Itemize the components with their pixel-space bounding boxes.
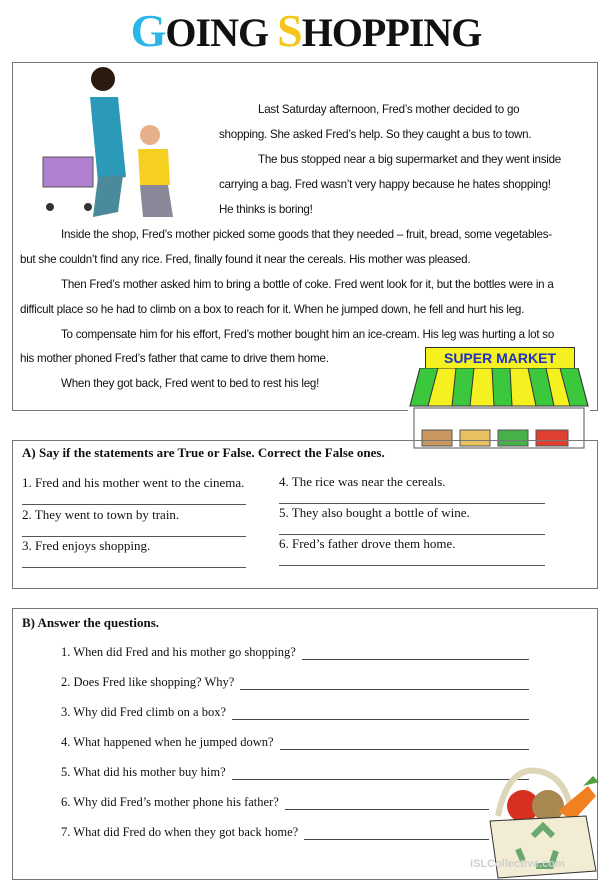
statement: 4. The rice was near the cereals. xyxy=(279,474,446,489)
question xyxy=(61,675,529,690)
statement: 6. Fred’s father drove them home. xyxy=(279,536,456,551)
story-line: carrying a bag. Fred wasn’t very happy because he hates shopping! xyxy=(219,178,551,191)
supermarket-sign: SUPER MARKET xyxy=(425,347,575,369)
watermark: iSLCollective.com xyxy=(470,858,565,870)
question xyxy=(61,735,529,750)
answer-line[interactable] xyxy=(285,797,489,810)
story-line: Last Saturday afternoon, Fred’s mother decided to go xyxy=(258,103,520,116)
answer-line[interactable] xyxy=(280,737,529,750)
question xyxy=(61,645,529,660)
question-text: 4. What happened when he jumped down? xyxy=(61,735,274,749)
story-line: his mother phoned Fred’s father that came to drive them home. xyxy=(20,352,329,365)
story-line: but she couldn’t find any rice. Fred, finally found it near the cereals. His mother was pleased. xyxy=(20,253,471,266)
story-line: Inside the shop, Fred’s mother picked some goods that they needed – fruit, bread, some vegetables- xyxy=(61,228,552,241)
section-b-heading: B) Answer the questions. xyxy=(22,615,160,630)
question-text: 5. What did his mother buy him? xyxy=(61,765,226,779)
story-line: The bus stopped near a big supermarket and they went inside xyxy=(258,153,561,166)
title-part: OING xyxy=(165,10,278,55)
question-text: 2. Does Fred like shopping? Why? xyxy=(61,675,235,689)
answer-line[interactable] xyxy=(22,536,246,537)
answer-line[interactable] xyxy=(22,504,246,505)
story-line: To compensate him for his effort, Fred’s mother bought him an ice-cream. His leg was hurting a lot so xyxy=(61,328,555,341)
answer-line[interactable] xyxy=(279,565,545,566)
answer-line[interactable] xyxy=(302,647,529,660)
statement: 2. They went to town by train. xyxy=(22,507,180,522)
answer-line[interactable] xyxy=(304,827,489,840)
question-text: 7. What did Fred do when they got back home? xyxy=(61,825,299,839)
mother-son-trolley-illustration xyxy=(28,67,218,225)
question xyxy=(61,825,489,840)
statement: 1. Fred and his mother went to the cinema. xyxy=(22,475,245,490)
answer-line[interactable] xyxy=(240,677,529,690)
question xyxy=(61,705,529,720)
story-line: He thinks is boring! xyxy=(219,203,313,216)
statement: 5. They also bought a bottle of wine. xyxy=(279,505,470,520)
answer-line[interactable] xyxy=(22,567,246,568)
title-part: HOPPING xyxy=(301,10,482,55)
story-line: Then Fred’s mother asked him to bring a bottle of coke. Fred went look for it, but the bottles were in a xyxy=(61,278,554,291)
question-text: 6. Why did Fred’s mother phone his father? xyxy=(61,795,279,809)
section-a-box xyxy=(12,440,598,589)
page-title xyxy=(0,4,612,57)
title-letter: G xyxy=(130,5,166,56)
question-text: 3. Why did Fred climb on a box? xyxy=(61,705,227,719)
answer-line[interactable] xyxy=(279,503,545,504)
question xyxy=(61,795,489,810)
story-line: difficult place so he had to climb on a box to reach for it. When he jumped down, he fell and hurt his leg. xyxy=(20,303,525,316)
story-line: When they got back, Fred went to bed to rest his leg! xyxy=(61,377,320,390)
question-text: 1. When did Fred and his mother go shopping? xyxy=(61,645,296,659)
question xyxy=(61,765,529,780)
story-line: shopping. She asked Fred’s help. So they caught a bus to town. xyxy=(219,128,532,141)
answer-line[interactable] xyxy=(279,534,545,535)
title-letter: S xyxy=(277,5,302,56)
statement: 3. Fred enjoys shopping. xyxy=(22,538,151,553)
supermarket-illustration xyxy=(408,344,590,450)
awning-and-stalls xyxy=(408,368,590,450)
section-a-heading: A) Say if the statements are True or False. Correct the False ones. xyxy=(22,445,385,460)
answer-line[interactable] xyxy=(232,707,529,720)
